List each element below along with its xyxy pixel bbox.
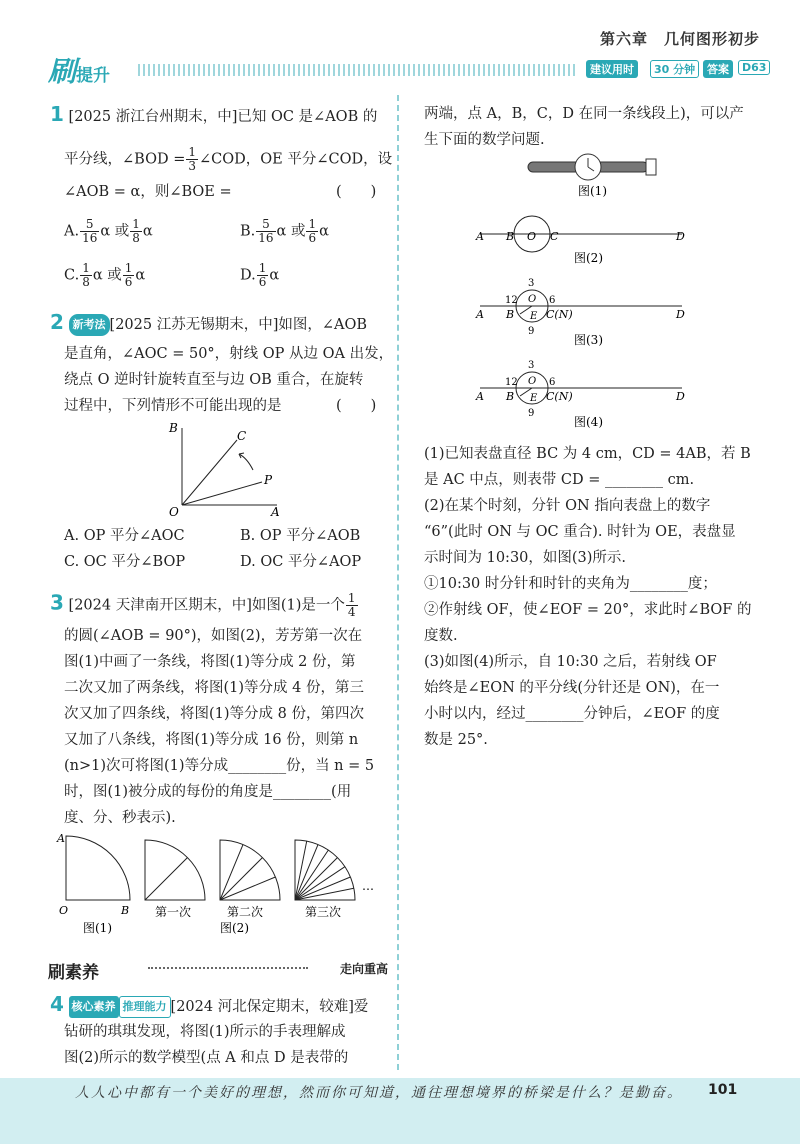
q4-line2: 钻研的琪琪发现，将图(1)所示的手表理解成 — [64, 1024, 346, 1040]
footer-motto: 人人心中都有一个美好的理想，然而你可知道，通往理想境界的桥梁是什么？是勤奋。 — [75, 1085, 683, 1101]
caption-fig4: 图(4) — [574, 415, 603, 429]
caption-second: 第二次 — [227, 905, 264, 919]
figure-1-quarter-circle — [56, 832, 130, 917]
q4-part3-line4: 数是 25°. — [424, 732, 488, 748]
caption-third: 第三次 — [305, 905, 342, 919]
svg-text:B: B — [121, 904, 130, 917]
question-number: 2 — [50, 310, 64, 334]
svg-text:O: O — [59, 904, 69, 917]
q3-line9: 度、分、秒表示). — [64, 810, 176, 826]
q2-line1: [2025 江苏无锡期末，中]如图，∠AOB — [109, 317, 368, 333]
q4-part3-line1: (3)如图(4)所示，自 10:30 之后，若射线 OF — [424, 654, 717, 670]
column-divider — [397, 95, 399, 1070]
figure-third-division — [295, 840, 355, 900]
q4-part2-line2: “6”(此时 ON 与 OC 重合). 时针为 OE，表盘显 — [424, 524, 736, 540]
section-heading — [48, 958, 388, 983]
svg-text:E: E — [530, 393, 538, 404]
new-method-tag: 新考法 — [69, 314, 110, 336]
svg-text:A: A — [476, 390, 484, 403]
answer-paren: ( ) — [336, 398, 377, 414]
q3-line1a: [2024 天津南开区期末，中]如图(1)是一个 — [68, 597, 345, 614]
answer-paren: ( ) — [336, 184, 377, 200]
answer-label: 答案 — [703, 60, 733, 78]
svg-text:A: A — [476, 308, 484, 321]
q4-part3-line2: 始终是∠EON 的平分线(分针还是 ON)，在一 — [424, 680, 720, 696]
section-right-label: 走向重高 — [339, 962, 388, 976]
q3-line3: 图(1)中画了一条线，将图(1)等分成 2 份，第 — [64, 654, 356, 670]
q4-right-line1: 两端，点 A，B，C，D 在同一条线段上)，可以产 — [424, 106, 744, 122]
label-o: O — [169, 505, 179, 519]
q2-line3: 绕点 O 逆时针旋转直至与边 OB 重合，在旋转 — [64, 372, 364, 388]
figure-first-division — [145, 840, 205, 900]
svg-text:D: D — [676, 390, 685, 403]
q2-line4: 过程中，下列情形不可能出现的是 — [64, 398, 282, 414]
fraction: $\frac{1}{4}$ — [347, 591, 356, 619]
svg-text:6: 6 — [549, 377, 556, 388]
question-number: 1 — [50, 102, 64, 126]
core-literacy-tag: 核心素养 — [69, 996, 119, 1018]
svg-text:3: 3 — [528, 360, 535, 371]
q1-line3: ∠AOB = α，则∠BOE = — [64, 184, 232, 200]
label-p: P — [264, 473, 273, 487]
q1-option-d[interactable]: D. $\frac{1}{6}$ α — [240, 261, 280, 289]
section-dots — [148, 967, 308, 969]
q2-option-c[interactable]: C. OC 平分∠BOP — [64, 554, 186, 570]
angle-diagram — [165, 420, 295, 520]
q1-option-b[interactable]: B. $\frac{5}{16}$ α 或 $\frac{1}{6}$ α — [240, 217, 329, 245]
section-title: 刷素养 — [48, 963, 99, 983]
q3-line7[interactable]: (n>1)次可将图(1)等分成________份，当 n = 5 — [64, 758, 375, 774]
q4-part2-sub1[interactable]: ①10:30 时分针和时针的夹角为________度； — [424, 576, 717, 592]
fraction: $\frac{1}{3}$ — [188, 145, 196, 173]
svg-text:O: O — [528, 294, 537, 305]
answer-page: D63 — [738, 60, 770, 75]
caption-fig2: 图(2) — [220, 921, 249, 935]
q2-option-a[interactable]: A. OP 平分∠AOC — [64, 528, 185, 544]
svg-text:B: B — [506, 308, 515, 321]
label-c: C — [237, 429, 247, 443]
caption-fig3: 图(3) — [574, 333, 603, 347]
q1-line2a: 平分线，∠BOD = — [64, 151, 186, 168]
question-number: 3 — [50, 590, 64, 615]
svg-text:9: 9 — [528, 408, 535, 419]
caption-first: 第一次 — [155, 905, 192, 919]
label-b: B — [169, 421, 178, 435]
q2-line2: 是直角，∠AOC = 50°，射线 OP 从边 OA 出发， — [64, 346, 394, 362]
q4-part3-line3[interactable]: 小时以内，经过________分钟后，∠EOF 的度 — [424, 706, 720, 722]
brand-sub: 提升 — [76, 66, 111, 86]
ellipsis: … — [362, 879, 374, 893]
q4-part1-line2[interactable]: 是 AC 中点，则表带 CD = ________ cm. — [424, 472, 695, 488]
q4-part2-sub2b: 度数. — [424, 628, 458, 644]
svg-text:C(N): C(N) — [546, 390, 573, 403]
q4-line1: [2024 河北保定期末，较难]爱 — [170, 999, 369, 1015]
page-number: 101 — [708, 1082, 738, 1098]
header-hatch-decoration — [138, 64, 578, 76]
q4-part2-line3: 示时间为 10:30，如图(3)所示. — [424, 550, 627, 566]
q3-line2: 的圆(∠AOB = 90°)，如图(2)，芳芳第一次在 — [64, 628, 363, 644]
svg-text:C: C — [550, 230, 559, 243]
q1-line1: [2025 浙江台州期末，中]已知 OC 是∠AOB 的 — [68, 109, 378, 125]
svg-text:9: 9 — [528, 326, 535, 337]
figure-second-division — [220, 840, 280, 900]
q2-option-b[interactable]: B. OP 平分∠AOB — [240, 528, 361, 544]
q2-option-d[interactable]: D. OC 平分∠AOP — [240, 554, 362, 570]
chapter-title: 第六章 几何图形初步 — [599, 30, 760, 48]
ray-oc — [182, 440, 237, 505]
brand-logo — [48, 50, 110, 90]
svg-text:B: B — [506, 390, 515, 403]
svg-text:12: 12 — [505, 377, 518, 388]
model-figure-3 — [470, 274, 700, 348]
svg-text:D: D — [676, 308, 685, 321]
svg-text:C(N): C(N) — [546, 308, 573, 321]
svg-text:A: A — [476, 230, 484, 243]
q1-option-a[interactable]: A. $\frac{5}{16}$ α 或 $\frac{1}{8}$ α — [64, 217, 153, 245]
svg-text:O: O — [527, 230, 537, 243]
caption-fig2: 图(2) — [574, 251, 603, 265]
quarter-circle-figures — [55, 828, 385, 938]
caption-fig1: 图(1) — [578, 184, 607, 198]
svg-text:12: 12 — [505, 295, 518, 306]
svg-text:B: B — [506, 230, 515, 243]
q4-right-line2: 生下面的数学问题. — [424, 132, 545, 148]
svg-text:E: E — [530, 311, 538, 322]
question-number: 4 — [50, 992, 64, 1016]
model-figure-2 — [470, 210, 700, 268]
q4-part2-line1: (2)在某个时刻，分针 ON 指向表盘上的数字 — [424, 498, 711, 514]
svg-text:D: D — [676, 230, 685, 243]
q3-line8[interactable]: 时，图(1)被分成的每份的角度是________(用 — [64, 784, 352, 800]
q3-line4: 二次又加了两条线，将图(1)等分成 4 份，第三 — [64, 680, 364, 696]
svg-text:A: A — [57, 832, 65, 845]
caption-fig1: 图(1) — [83, 921, 112, 935]
q4-part2-sub2a: ②作射线 OF，使∠EOF = 20°，求此时∠BOF 的 — [424, 602, 752, 618]
time-label: 建议用时 — [586, 60, 638, 78]
watch-figure — [520, 150, 670, 200]
svg-text:6: 6 — [549, 295, 556, 306]
header-bar — [48, 55, 768, 88]
model-figure-4 — [470, 356, 700, 430]
svg-text:3: 3 — [528, 278, 535, 289]
reasoning-tag: 推理能力 — [119, 996, 171, 1018]
time-value: 30 分钟 — [650, 60, 699, 78]
svg-text:O: O — [528, 376, 537, 387]
q3-line5: 次又加了四条线，将图(1)等分成 8 份，第四次 — [64, 706, 364, 722]
rotation-arrow — [239, 454, 253, 470]
q3-line6: 又加了八条线，将图(1)等分成 16 份，则第 n — [64, 732, 359, 748]
watch-buckle — [646, 159, 656, 175]
q1-option-c[interactable]: C. $\frac{1}{8}$ α 或 $\frac{1}{6}$ α — [64, 261, 146, 289]
q1-line2b: ∠COD，OE 平分∠COD，设 — [199, 151, 393, 168]
ray-op — [182, 482, 262, 505]
q4-line3: 图(2)所示的数学模型(点 A 和点 D 是表带的 — [64, 1050, 349, 1066]
q4-part1-line1: (1)已知表盘直径 BC 为 4 cm，CD = 4AB，若 B — [424, 446, 751, 462]
brand-main: 刷 — [48, 55, 77, 88]
label-a: A — [271, 505, 280, 519]
